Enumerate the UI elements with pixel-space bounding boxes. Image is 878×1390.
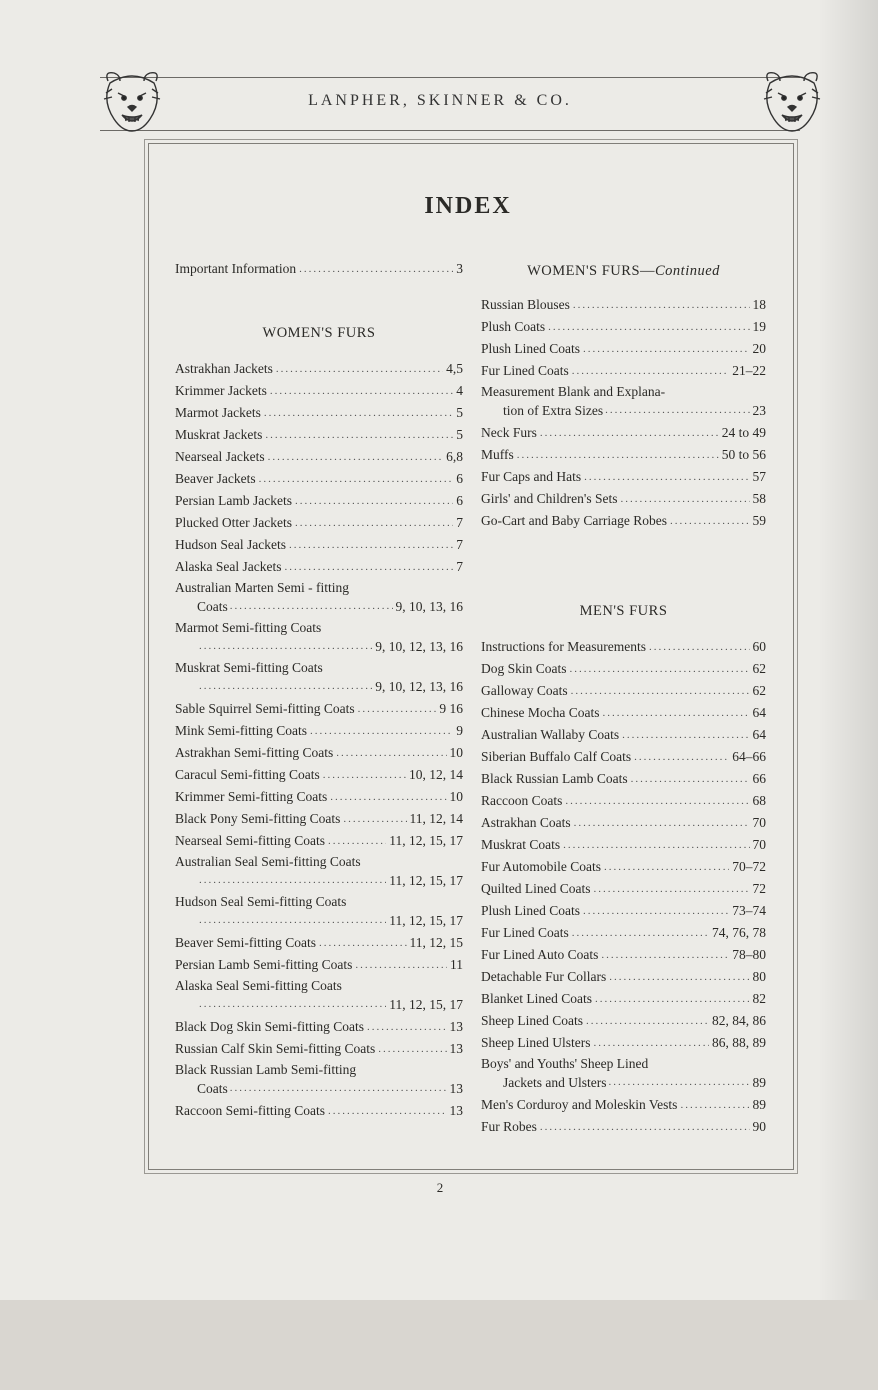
entry-page: 64–66	[732, 749, 766, 764]
leader-dots	[604, 856, 729, 878]
index-entry	[175, 830, 463, 852]
entry-label: Raccoon Semi-fitting Coats	[175, 1103, 325, 1118]
entry-page: 9, 10, 12, 13, 16	[375, 679, 463, 694]
entry-label: Blanket Lined Coats	[481, 991, 592, 1006]
entry-page: 90	[752, 1119, 766, 1134]
entry-label: Alaska Seal Semi-fitting Coats	[175, 978, 342, 993]
index-entry	[175, 932, 463, 954]
entry-page: 6	[456, 493, 463, 508]
leader-dots	[230, 597, 393, 616]
entry-label: Nearseal Semi-fitting Coats	[175, 833, 325, 848]
entry-label: Nearseal Jackets	[175, 449, 265, 464]
index-entry-two-line	[175, 976, 463, 1014]
leader-dots	[230, 1079, 447, 1098]
entry-label: Hudson Seal Semi-fitting Coats	[175, 894, 347, 909]
leader-dots	[595, 988, 750, 1010]
leader-dots	[573, 294, 750, 316]
index-entry	[481, 768, 766, 790]
entry-label: Krimmer Jackets	[175, 383, 267, 398]
index-entry	[175, 786, 463, 808]
entry-page: 11	[450, 957, 463, 972]
index-entry	[481, 680, 766, 702]
index-entry-two-line	[175, 892, 463, 930]
entry-page: 10	[449, 789, 463, 804]
entry-page: 9 16	[439, 701, 463, 716]
entry-label: Marmot Semi-fitting Coats	[175, 620, 322, 635]
entry-label: Australian Marten Semi - fitting	[175, 580, 349, 595]
index-entry	[175, 720, 463, 742]
leader-dots	[328, 830, 386, 852]
leader-dots	[270, 380, 453, 402]
index-entry	[481, 812, 766, 834]
entry-page: 82	[752, 991, 766, 1006]
leader-dots	[540, 1116, 750, 1138]
page-title: INDEX	[424, 193, 512, 219]
index-entry-two-line	[481, 1054, 766, 1092]
entry-label: Sable Squirrel Semi-fitting Coats	[175, 701, 355, 716]
entry-label: Alaska Seal Jackets	[175, 559, 282, 574]
entry-label: Beaver Semi-fitting Coats	[175, 935, 316, 950]
entry-label-cont: tion of Extra Sizes	[503, 403, 604, 418]
entry-label: Marmot Jackets	[175, 405, 261, 420]
entry-label: Muskrat Coats	[481, 837, 561, 852]
index-entry	[481, 1010, 766, 1032]
index-entry	[481, 724, 766, 746]
entry-page: 7	[456, 559, 463, 574]
entry-page: 20	[752, 341, 766, 356]
leader-dots	[601, 944, 729, 966]
leader-dots	[199, 995, 386, 1014]
entry-label: Black Russian Lamb Coats	[481, 771, 628, 786]
entry-page: 86, 88, 89	[712, 1035, 766, 1050]
section-heading-womens-furs-continued	[481, 260, 766, 282]
index-entry	[175, 556, 463, 578]
entry-label: Sheep Lined Coats	[481, 1013, 583, 1028]
index-entry-two-line	[175, 618, 463, 656]
index-entry-two-line	[481, 382, 766, 420]
page-shadow	[818, 0, 878, 1300]
entry-label: Fur Lined Coats	[481, 925, 569, 940]
entry-page: 4	[456, 383, 463, 398]
index-entry	[481, 636, 766, 658]
entry-label: Important Information	[175, 261, 297, 276]
leader-dots	[319, 932, 407, 954]
section-heading-womens-furs: WOMEN'S FURS	[262, 325, 376, 341]
index-entry	[175, 512, 463, 534]
leader-dots	[608, 1073, 749, 1092]
entry-page: 13	[449, 1019, 463, 1034]
leader-dots	[299, 258, 453, 280]
section-heading-continued: Continued	[655, 263, 720, 279]
entry-label: Go-Cart and Baby Carriage Robes	[481, 513, 667, 528]
entry-page: 68	[752, 793, 766, 808]
leader-dots	[268, 446, 444, 468]
entry-page: 9, 10, 12, 13, 16	[375, 639, 463, 654]
section-heading-mens-furs: MEN'S FURS	[579, 603, 668, 619]
leader-dots	[602, 702, 749, 724]
entry-page: 11, 12, 15, 17	[389, 913, 463, 928]
page-number: 2	[436, 1180, 444, 1195]
leader-dots	[358, 698, 437, 720]
leader-dots	[622, 724, 749, 746]
index-entry	[175, 446, 463, 468]
index-entry	[481, 422, 766, 444]
entry-label: Beaver Jackets	[175, 471, 256, 486]
leader-dots	[199, 911, 386, 930]
entry-page: 5	[456, 405, 463, 420]
leader-dots	[572, 360, 730, 382]
entry-label: Fur Automobile Coats	[481, 859, 602, 874]
entry-page: 9	[456, 723, 463, 738]
entry-label: Girls' and Children's Sets	[481, 491, 618, 506]
header-rule-bottom	[100, 130, 800, 131]
entry-page: 13	[449, 1041, 463, 1056]
entry-label-cont: Jackets and Ulsters	[503, 1075, 607, 1090]
entry-label: Fur Robes	[481, 1119, 537, 1134]
company-name: LANPHER, SKINNER & CO.	[308, 92, 572, 109]
leader-dots	[609, 966, 749, 988]
entry-page: 62	[752, 661, 766, 676]
entry-page: 58	[752, 491, 766, 506]
index-entry	[175, 424, 463, 446]
entry-page: 13	[449, 1103, 463, 1118]
leader-dots	[548, 316, 749, 338]
leader-dots	[284, 556, 453, 578]
leader-dots	[583, 900, 729, 922]
entry-label: Plush Lined Coats	[481, 903, 581, 918]
leader-dots	[670, 510, 750, 532]
index-entry	[481, 966, 766, 988]
entry-page: 11, 12, 15, 17	[389, 997, 463, 1012]
index-entry	[481, 360, 766, 382]
leader-dots	[199, 637, 372, 656]
entry-page: 73–74	[732, 903, 766, 918]
index-entry	[175, 490, 463, 512]
leader-dots	[378, 1038, 446, 1060]
index-entry	[481, 702, 766, 724]
entry-page: 11, 12, 14	[409, 811, 463, 826]
entry-page: 62	[752, 683, 766, 698]
leader-dots	[336, 742, 446, 764]
index-entry	[481, 790, 766, 812]
entry-label: Russian Calf Skin Semi-fitting Coats	[175, 1041, 376, 1056]
index-entry	[175, 534, 463, 556]
entry-label: Dog Skin Coats	[481, 661, 567, 676]
right-column	[481, 260, 766, 1138]
entry-label: Australian Wallaby Coats	[481, 727, 620, 742]
entry-page: 78–80	[732, 947, 766, 962]
entry-label: Russian Blouses	[481, 297, 570, 312]
index-entry	[481, 1094, 766, 1116]
entry-label-cont: Coats	[197, 1081, 228, 1096]
index-entry	[481, 338, 766, 360]
entry-page: 5	[456, 427, 463, 442]
leader-dots	[620, 488, 749, 510]
index-entry-two-line	[175, 578, 463, 616]
leader-dots	[593, 1032, 709, 1054]
entry-page: 6	[456, 471, 463, 486]
entry-label: Neck Furs	[481, 425, 537, 440]
index-entry	[175, 808, 463, 830]
index-entry	[481, 944, 766, 966]
entry-label: Boys' and Youths' Sheep Lined	[481, 1056, 649, 1071]
entry-label: Black Pony Semi-fitting Coats	[175, 811, 341, 826]
index-entry	[481, 922, 766, 944]
entry-label: Black Russian Lamb Semi-fitting	[175, 1062, 357, 1077]
entry-label: Astrakhan Semi-fitting Coats	[175, 745, 334, 760]
leader-dots	[355, 954, 447, 976]
index-entry	[175, 358, 463, 380]
entry-label: Sheep Lined Ulsters	[481, 1035, 591, 1050]
entry-label: Muskrat Jackets	[175, 427, 263, 442]
entry-page: 89	[752, 1097, 766, 1112]
entry-label: Instructions for Measurements	[481, 639, 646, 654]
index-entry	[481, 878, 766, 900]
leader-dots	[649, 636, 750, 658]
entry-label: Fur Lined Auto Coats	[481, 947, 599, 962]
leader-dots	[289, 534, 453, 556]
index-entry	[481, 658, 766, 680]
leader-dots	[540, 422, 719, 444]
leader-dots	[572, 922, 709, 944]
index-entry	[481, 988, 766, 1010]
index-entry-two-line	[175, 852, 463, 890]
header-rule-top	[100, 77, 800, 78]
index-entry	[175, 402, 463, 424]
leader-dots	[259, 468, 454, 490]
entry-page: 24 to 49	[721, 425, 766, 440]
index-entry	[175, 742, 463, 764]
entry-page: 4,5	[446, 361, 463, 376]
entry-page: 10, 12, 14	[409, 767, 463, 782]
leader-dots	[631, 768, 750, 790]
entry-page: 11, 12, 15, 17	[389, 873, 463, 888]
leader-dots	[276, 358, 443, 380]
entry-label: Muffs	[481, 447, 514, 462]
entry-page: 50 to 56	[721, 447, 766, 462]
section-heading-text: WOMEN'S FURS—	[527, 263, 656, 279]
index-entry	[481, 1032, 766, 1054]
leader-dots	[571, 680, 750, 702]
entry-label: Muskrat Semi-fitting Coats	[175, 660, 323, 675]
index-entry	[175, 468, 463, 490]
leader-dots	[563, 834, 749, 856]
entry-label: Astrakhan Coats	[481, 815, 571, 830]
entry-page: 57	[752, 469, 766, 484]
index-entry	[481, 466, 766, 488]
entry-page: 19	[752, 319, 766, 334]
index-entry	[481, 746, 766, 768]
entry-label: Fur Lined Coats	[481, 363, 569, 378]
entry-label: Plush Lined Coats	[481, 341, 581, 356]
entry-label: Detachable Fur Collars	[481, 969, 607, 984]
entry-page: 11, 12, 15	[409, 935, 463, 950]
entry-label: Hudson Seal Jackets	[175, 537, 286, 552]
index-entry	[481, 900, 766, 922]
leader-dots	[265, 424, 453, 446]
entry-label-cont: Coats	[197, 599, 228, 614]
entry-label: Raccoon Coats	[481, 793, 563, 808]
entry-page: 7	[456, 515, 463, 530]
entry-page: 72	[752, 881, 766, 896]
entry-page: 7	[456, 537, 463, 552]
entry-label: Men's Corduroy and Moleskin Vests	[481, 1097, 678, 1112]
entry-label: Plucked Otter Jackets	[175, 515, 292, 530]
index-entry-two-line	[175, 658, 463, 696]
index-entry	[175, 1100, 463, 1122]
leader-dots	[565, 790, 749, 812]
entry-page: 70	[752, 815, 766, 830]
index-entry	[481, 834, 766, 856]
leader-dots	[264, 402, 453, 424]
leader-dots	[593, 878, 749, 900]
index-entry	[481, 294, 766, 316]
entry-page: 70	[752, 837, 766, 852]
leader-dots	[605, 401, 749, 420]
leader-dots	[583, 338, 749, 360]
index-entry	[175, 380, 463, 402]
entry-page: 64	[752, 705, 766, 720]
entry-label: Astrakhan Jackets	[175, 361, 273, 376]
left-column	[175, 258, 463, 1122]
index-entry	[175, 954, 463, 976]
entry-page: 82, 84, 86	[712, 1013, 766, 1028]
index-entry	[175, 1016, 463, 1038]
index-entry-two-line	[175, 1060, 463, 1098]
index-entry	[175, 698, 463, 720]
entry-label: Quilted Lined Coats	[481, 881, 591, 896]
entry-page: 23	[752, 403, 766, 418]
entry-page: 66	[752, 771, 766, 786]
leader-dots	[199, 677, 372, 696]
leader-dots	[310, 720, 453, 742]
leader-dots	[517, 444, 719, 466]
entry-label: Galloway Coats	[481, 683, 568, 698]
entry-label: Caracul Semi-fitting Coats	[175, 767, 320, 782]
leader-dots	[574, 812, 750, 834]
entry-label: Fur Caps and Hats	[481, 469, 582, 484]
index-entry	[481, 510, 766, 532]
bear-head-emblem-right	[758, 67, 826, 135]
entry-page: 9, 10, 13, 16	[395, 599, 463, 614]
entry-page: 21–22	[732, 363, 766, 378]
leader-dots	[367, 1016, 447, 1038]
entry-page: 74, 76, 78	[712, 925, 766, 940]
index-entry	[481, 316, 766, 338]
entry-label: Measurement Blank and Explana-	[481, 384, 666, 399]
index-entry	[175, 1038, 463, 1060]
leader-dots	[330, 786, 446, 808]
leader-dots	[634, 746, 729, 768]
index-entry	[481, 488, 766, 510]
entry-page: 11, 12, 15, 17	[389, 833, 463, 848]
entry-page: 60	[752, 639, 766, 654]
index-entry	[481, 1116, 766, 1138]
entry-page: 70–72	[732, 859, 766, 874]
entry-page: 18	[752, 297, 766, 312]
leader-dots	[680, 1094, 749, 1116]
index-entry	[481, 856, 766, 878]
entry-label: Chinese Mocha Coats	[481, 705, 600, 720]
entry-page: 10	[449, 745, 463, 760]
leader-dots	[295, 512, 453, 534]
entry-label: Plush Coats	[481, 319, 546, 334]
index-entry	[175, 764, 463, 786]
entry-label: Australian Seal Semi-fitting Coats	[175, 854, 361, 869]
entry-page: 64	[752, 727, 766, 742]
index-entry	[175, 258, 463, 280]
entry-label: Black Dog Skin Semi-fitting Coats	[175, 1019, 364, 1034]
entry-page: 13	[449, 1081, 463, 1096]
entry-label: Mink Semi-fitting Coats	[175, 723, 308, 738]
index-entry	[481, 444, 766, 466]
entry-page: 89	[752, 1075, 766, 1090]
entry-label: Persian Lamb Jackets	[175, 493, 292, 508]
entry-page: 80	[752, 969, 766, 984]
leader-dots	[343, 808, 406, 830]
entry-page: 59	[752, 513, 766, 528]
leader-dots	[295, 490, 453, 512]
leader-dots	[584, 466, 749, 488]
entry-label: Krimmer Semi-fitting Coats	[175, 789, 328, 804]
bear-head-emblem-left	[98, 67, 166, 135]
entry-label: Persian Lamb Semi-fitting Coats	[175, 957, 353, 972]
leader-dots	[199, 871, 386, 890]
leader-dots	[586, 1010, 709, 1032]
entry-page: 6,8	[446, 449, 463, 464]
entry-page: 3	[456, 261, 463, 276]
leader-dots	[570, 658, 750, 680]
leader-dots	[328, 1100, 447, 1122]
entry-label: Siberian Buffalo Calf Coats	[481, 749, 632, 764]
leader-dots	[323, 764, 406, 786]
